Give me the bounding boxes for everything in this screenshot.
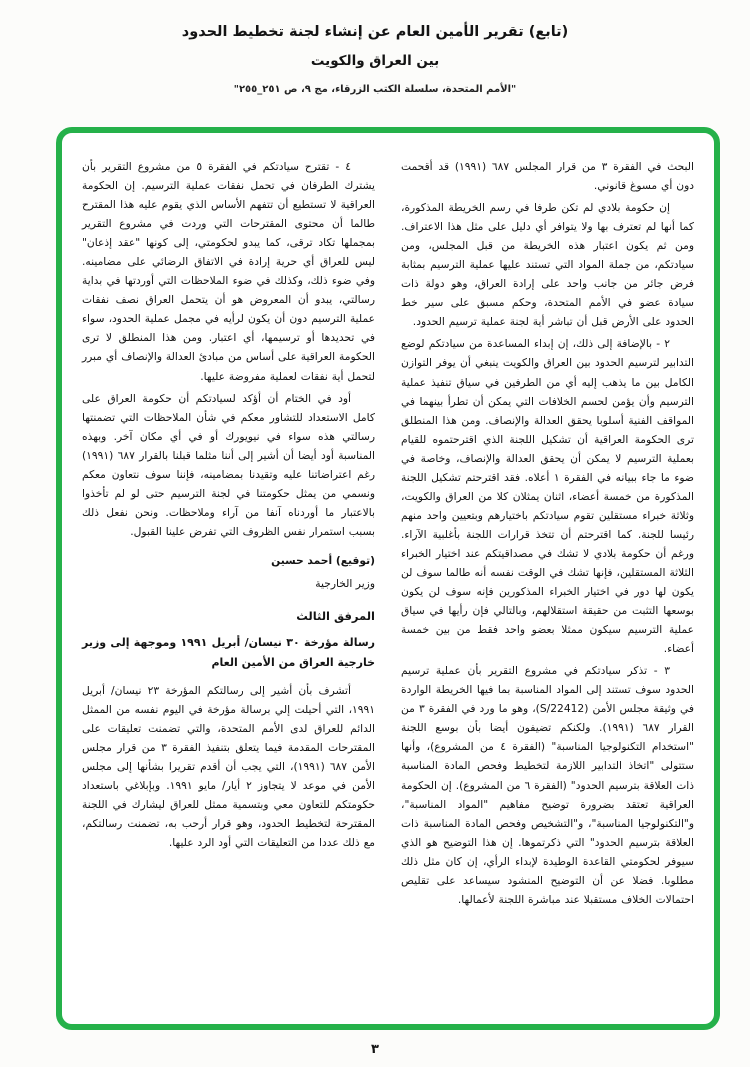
document-title-line2: بين العراق والكويت [310,53,440,69]
signature-line: (توقيع) أحمد حسين [271,553,375,567]
document-title-line1: (تابع) تقرير الأمين العام عن إنشاء لجنة تخطيط الحدود [181,24,569,40]
column-right [401,157,694,1008]
paragraph: ٤ - تقترح سيادتكم في الفقرة ٥ من مشروع التقرير بأن يشترك الطرفان في تحمل نفقات عملية الترسيم. إن الحكومة العراقية لا تستطيع أن تتفهم الأساس الذي يقوم عليه هذا المقترح طالما أن محتوى المقترحات التي وردت في مشروع التقرير بمجملها تكاد ترقى، كما يبدو لحكومتي، إلى كونها "عقد إذعان" ليس للعراق أي حرية إرادة في الاتفاق الرضائي على مضامينه. وفي ضوء ذلك، وكذلك في ضوء الملاحظات التي أوردتها في بداية رسالتي، يبدو أن المعروض هو أن يتحمل العراق نصف نفقات عملية الترسيم دون أن يكون لرأيه في مجمل عملية الحدود، سواء في تحديدها أو ترسيمها، أي اعتبار. ومن هذا المنطلق لا ترى الحكومة العراقية على أساس من مبادئ العدالة والإنصاف أي مبرر لتحمل أية نفقات لعملية مفروضة عليها. [82,160,375,383]
paragraph: ٢ - بالإضافة إلى ذلك، إن إبداء المساعدة من سيادتكم لوضع التدابير لترسيم الحدود بين العراق والكويت ينبغي أن يوفر التوازن الكامل بين ما يذهب إليه أي من الطرفين في سياق تنفيذ عملية الترسيم وأن يؤمن لحسم الخلافات التي يمكن أن تطرأ بينهما في المواقف الفنية أسلوبا يحقق العدالة والإنصاف. ومن هذا المنطلق ترى الحكومة العراقية أن تشكيل اللجنة الذي اقترحتموه للقيام بعملية الترسيم لا يمكن أن يحقق العدالة والإنصاف، وخاصة في ضوء ما جاء ببيانه في الفقرة ١ أعلاه. فقد اقترحتم تشكيل اللجنة المذكورة من خمسة أعضاء، اثنان يمثلان كلا من العراق والكويت، وثلاثة خبراء مستقلين تقوم سيادتكم باختيارهم وبتعيين واحد منهم رئيسا للجنة. كما اقترحتم أن تتخذ قرارات اللجنة بأغلبية الآراء. ورغم أن حكومة بلادي لا تشك في مصداقيتكم عند اختيار الخبراء الثلاثة المستقلين، فإنها تشك في الوقت نفسه أنه طالما سوف لن يكون لها دور في اختيار الخبراء المذكورين فإنه سوف لن يكون بوسعها التثبت من حقيقة استقلالهم، وبالتالي فإن رأيها في سياق عملية الترسيم سيكون ممثلا بعضو واحد فقط من بين خمسة أعضاء. [401,337,694,656]
column-left [82,157,375,1008]
two-column-layout [82,157,694,1008]
document-frame [56,127,720,1030]
paragraph: أود في الختام أن أؤكد لسيادتكم أن حكومة العراق على كامل الاستعداد للتشاور معكم في شأن الملاحظات التي تضمنتها رسالتي هذه سواء في نيويورك أو في أي مكان آخر. وبهذه المناسبة أود أيضا أن أشير إلى أننا مثلما قبلنا بالقرار ٦٨٧ (١٩٩١) رغم اعتراضاتنا عليه وتقيدنا بمضامينه، فإننا سوف نتعاون معكم ونسمي من يمثل حكومتنا في لجنة الترسيم حتى لو لم تأخذوا بالاعتبار ما أوردناه آنفا من آراء وملاحظات. ونحن نفعل ذلك بسبب استمرار نفس الظروف التي تفرض علينا القبول. [82,391,375,538]
paragraph: البحث في الفقرة ٣ من قرار المجلس ٦٨٧ (١٩٩١) قد أقحمت دون أي مسوغ قانوني. [401,160,694,193]
page-number: ٣ [371,1042,379,1057]
document-source-line: "الأمم المتحدة، سلسلة الكتب الزرقاء، مج ٩، ص ٢٥١_٢٥٥" [233,84,517,95]
paragraph: أتشرف بأن أشير إلى رسالتكم المؤرخة ٢٣ نيسان/ أبريل ١٩٩١، التي أحيلت إلي برسالة مؤرخة في اليوم نفسه من الممثل الدائم للعراق لدى الأمم المتحدة، والتي تضمنت تعليقات على المقترحات المقدمة فيما يتعلق بتنفيذ الفقرة ٣ من قرار مجلس الأمن ٦٨٧ (١٩٩١)، التي يجب أن أقدم تقريرا بشأنها إلى مجلس الأمن في موعد لا يتجاوز ٢ أيار/ مايو ١٩٩١. وبإبلاغي باستعداد حكومتكم للتعاون معي وبتسمية ممثل للعراق ليشارك في اللجنة المقترحة لتخطيط الحدود، وهو قرار أرحب به، تضمنت رسالتكم، مع ذلك عددا من التعليقات التي أود الرد عليها. [82,684,376,850]
paragraph: ٣ - تذكر سيادتكم في مشروع التقرير بأن عملية ترسيم الحدود سوف تستند إلى المواد المناسبة بما فيها الخريطة الواردة في وثيقة مجلس الأمن (S/22412)، وهو ما ورد في الفقرة ٣ من القرار ٦٨٧ (١٩٩١). ولكنكم تضيفون أيضا بأن بوسع اللجنة "استخدام التكنولوجيا المناسبة" (الفقرة ٤ من المشروع)، وأنها ستتولى "اتخاذ التدابير اللازمة لتخطيط وفحص المادة المناسبة ذات العلاقة بترسيم الحدود" (الفقرة ٦ من المشروع). إن الحكومة العراقية تعتقد بضرورة توضيح مفاهيم "المواد المناسبة"، و"التكنولوجيا المناسبة"، و"التشخيص وفحص المادة المناسبة ذات العلاقة بترسيم الحدود" التي ذكرتموها. إن هذا التوضيح هو الذي سيوفر لحكومتي القاعدة الوطيدة لإبداء الرأي، إن كان مثل ذلك مطلوبا. فضلا عن أن التوضيح المنشود سيساعد على تقليص احتمالات الخلاف مستقبلا عند مباشرة اللجنة لأعمالها. [401,664,695,906]
letter-heading: رسالة مؤرخة ٣٠ نيسان/ أبريل ١٩٩١ وموجهة إلى وزير خارجية العراق من الأمين العام [82,636,375,670]
document-header [0,0,750,95]
annex-heading: المرفق الثالث [296,609,375,624]
signature-title: وزير الخارجية [315,577,375,591]
paragraph: إن حكومة بلادي لم تكن طرفا في رسم الخريطة المذكورة، كما أنها لم تعترف بها ولا يتوافر أي دليل على مثل هذا الاعتراف. ومن ثم يكون اعتبار هذه الخريطة من قبل المجلس، ومن سيادتكم، من جملة المواد التي تستند عليها عملية الترسيم بمثابة فرض جائر من جانب واحد على إرادة العراق، وهو دولة ذات سيادة عضو في الأمم المتحدة، وحكم مسبق على سير خط الحدود على الأرض قبل أن تباشر أية لجنة عملية ترسيم الحدود. [401,201,694,329]
